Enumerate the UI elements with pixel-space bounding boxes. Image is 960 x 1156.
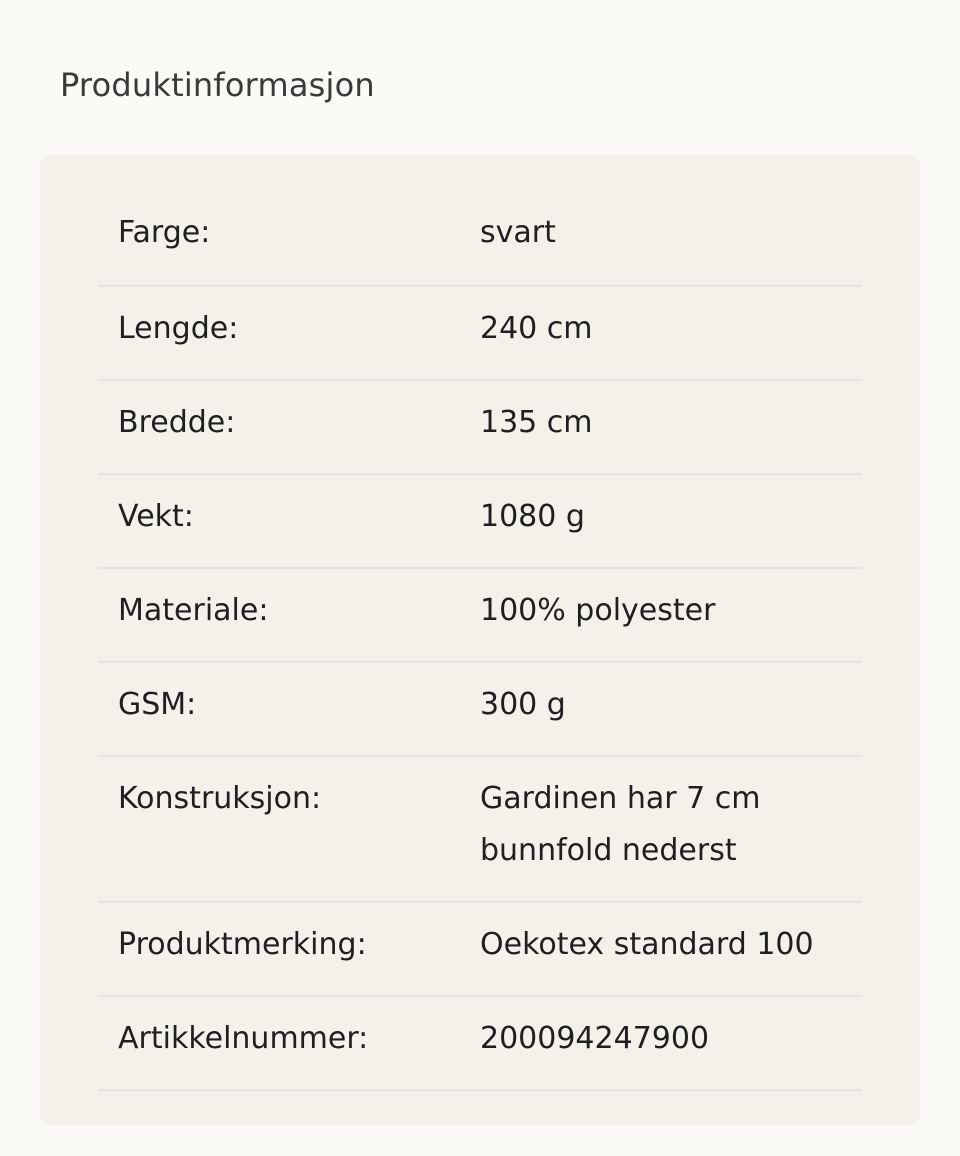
spec-value: 100% polyester <box>480 593 716 628</box>
spec-label: Materiale: <box>118 593 269 628</box>
spec-value: svart <box>480 215 556 250</box>
spec-row-artikkelnummer <box>98 997 862 1091</box>
spec-value: 1080 g <box>480 499 585 534</box>
spec-row-konstruksjon <box>98 757 862 903</box>
spec-value: Gardinen har 7 cm bunnfold nederst <box>480 781 761 868</box>
spec-row-materiale <box>98 569 862 663</box>
spec-table <box>98 193 862 1091</box>
spec-value: 300 g <box>480 687 566 722</box>
section-title: Produktinformasjon <box>60 66 375 104</box>
spec-label: Produktmerking: <box>118 927 367 962</box>
spec-label: Artikkelnummer: <box>118 1021 369 1056</box>
spec-value: 135 cm <box>480 405 593 440</box>
spec-label: Farge: <box>118 215 211 250</box>
product-info-card <box>40 155 920 1125</box>
spec-label: GSM: <box>118 687 197 722</box>
spec-label: Bredde: <box>118 405 236 440</box>
spec-row-lengde <box>98 287 862 381</box>
spec-value: 240 cm <box>480 311 593 346</box>
spec-label: Lengde: <box>118 311 239 346</box>
spec-row-vekt <box>98 475 862 569</box>
spec-label: Vekt: <box>118 499 194 534</box>
spec-value: 200094247900 <box>480 1021 710 1056</box>
spec-row-produktmerking <box>98 903 862 997</box>
spec-value: Oekotex standard 100 <box>480 927 814 962</box>
spec-row-gsm <box>98 663 862 757</box>
spec-label: Konstruksjon: <box>118 781 322 816</box>
spec-row-farge <box>98 193 862 287</box>
spec-row-bredde <box>98 381 862 475</box>
